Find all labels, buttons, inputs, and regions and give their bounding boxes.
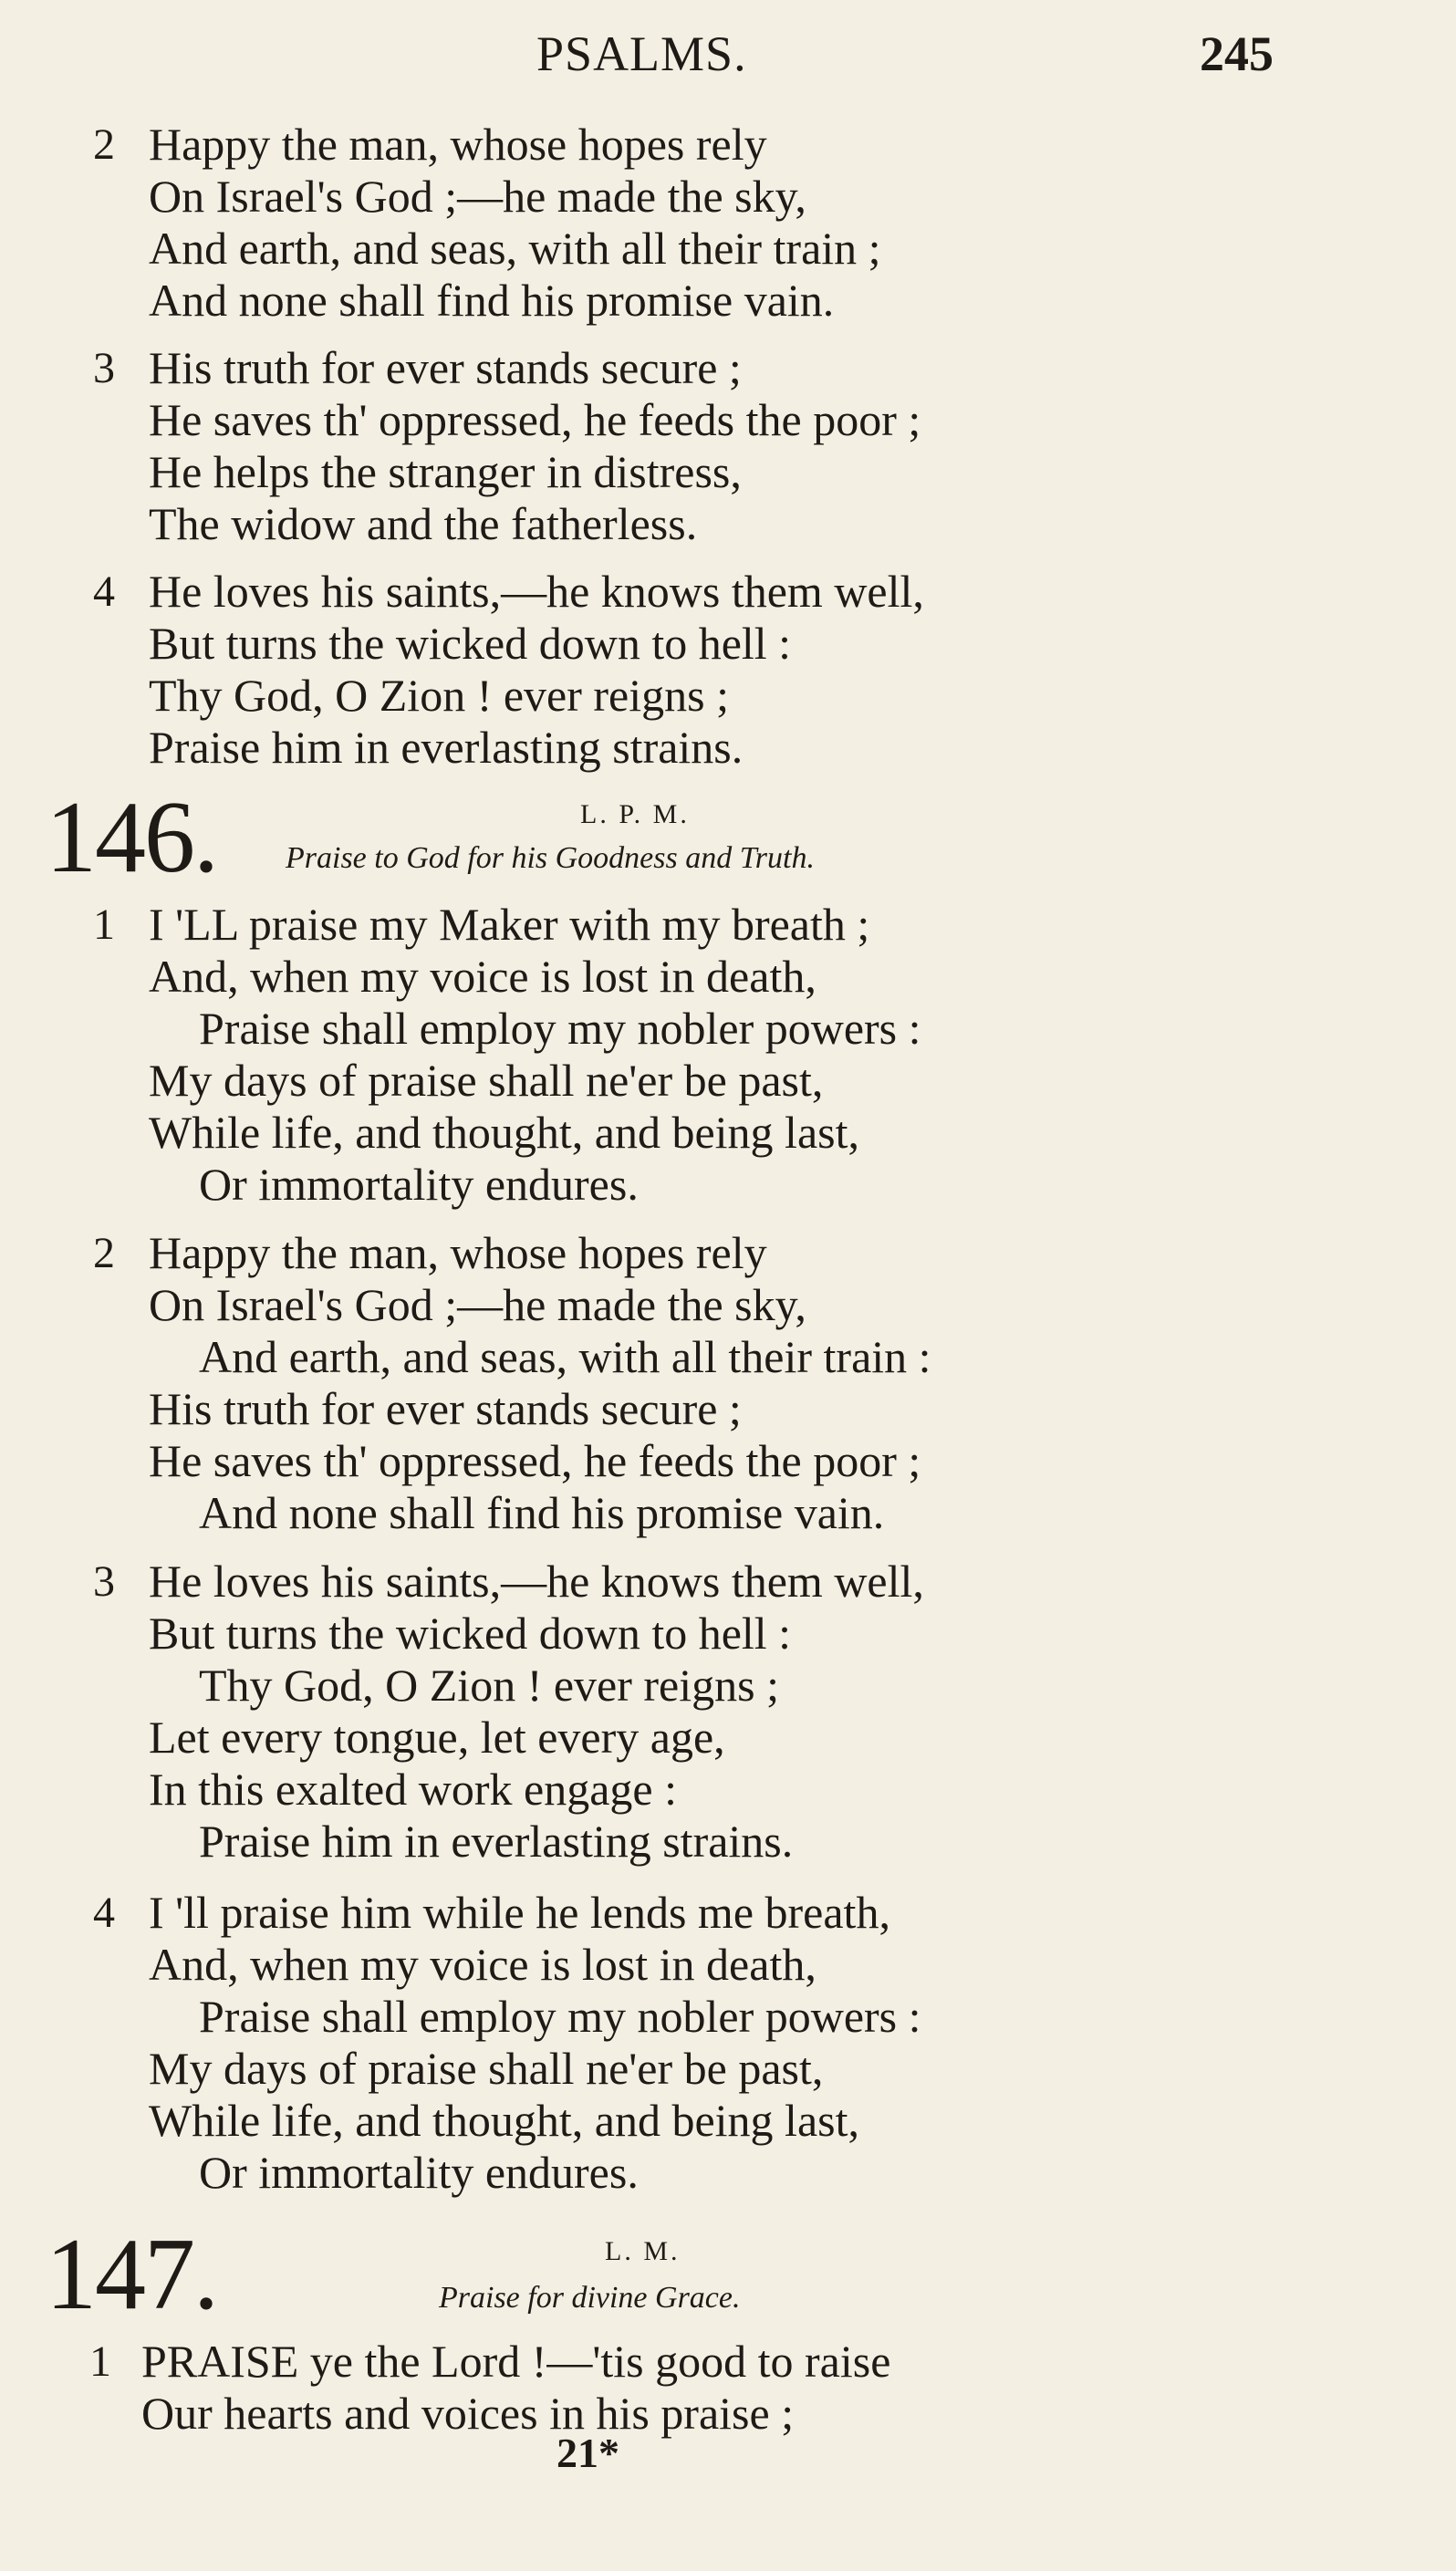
stanza-number: 4 <box>93 567 115 616</box>
verse-line: On Israel's God ;—he made the sky, <box>149 171 806 222</box>
verse-line: His truth for ever stands secure ; <box>149 1383 742 1434</box>
hymn-subtitle: Praise to God for his Goodness and Truth. <box>286 841 815 875</box>
hymn-number: 146. <box>46 781 217 894</box>
verse-line: The widow and the fatherless. <box>149 498 698 549</box>
verse-line: My days of praise shall ne'er be past, <box>149 1055 824 1106</box>
verse-line: I 'll praise him while he lends me breath, <box>149 1887 890 1938</box>
verse-line: On Israel's God ;—he made the sky, <box>149 1279 806 1330</box>
hymn-meter: L. P. M. <box>580 799 690 829</box>
hymn-subtitle: Praise for divine Grace. <box>439 2281 741 2315</box>
hymn-number: 147. <box>46 2218 217 2331</box>
running-title: PSALMS. <box>536 26 747 81</box>
verse-line: He saves th' oppressed, he feeds the poor ; <box>149 394 921 445</box>
verse-line: Praise him in everlasting strains. <box>149 722 744 773</box>
verse-line: Let every tongue, let every age, <box>149 1712 725 1763</box>
verse-line: And earth, and seas, with all their train ; <box>149 223 881 274</box>
verse-line: He loves his saints,—he knows them well, <box>149 1556 924 1607</box>
verse-line: Praise shall employ my nobler powers : <box>199 1991 921 2042</box>
verse-line: I 'LL praise my Maker with my breath ; <box>149 899 870 950</box>
verse-line: And none shall find his promise vain. <box>199 1487 885 1538</box>
verse-line: While life, and thought, and being last, <box>149 2095 859 2146</box>
verse-line: PRAISE ye the Lord !—'tis good to raise <box>141 2336 891 2387</box>
verse-line: And earth, and seas, with all their train : <box>199 1331 931 1382</box>
verse-line: But turns the wicked down to hell : <box>149 618 792 669</box>
hymn-header-147 <box>0 2218 1456 2331</box>
verse-line: But turns the wicked down to hell : <box>149 1608 792 1659</box>
verse-line: While life, and thought, and being last, <box>149 1107 859 1158</box>
running-head <box>0 26 1456 89</box>
verse-line: And, when my voice is lost in death, <box>149 951 816 1002</box>
verse-line: He helps the stranger in distress, <box>149 446 742 497</box>
signature-mark: 21* <box>556 2430 619 2476</box>
page-number: 245 <box>1200 26 1274 81</box>
verse-line: Thy God, O Zion ! ever reigns ; <box>149 670 729 721</box>
verse-line: Praise him in everlasting strains. <box>199 1816 794 1867</box>
hymn-meter: L. M. <box>605 2236 681 2266</box>
verse-line: And none shall find his promise vain. <box>149 275 835 326</box>
verse-line: My days of praise shall ne'er be past, <box>149 2043 824 2094</box>
verse-line: His truth for ever stands secure ; <box>149 342 742 393</box>
stanza-number: 3 <box>93 344 115 392</box>
stanza-number: 1 <box>89 2337 111 2386</box>
verse-line: Happy the man, whose hopes rely <box>149 119 767 170</box>
verse-line: Our hearts and voices in his praise ; <box>141 2388 795 2439</box>
verse-line: Happy the man, whose hopes rely <box>149 1227 767 1278</box>
verse-line: Thy God, O Zion ! ever reigns ; <box>199 1660 779 1711</box>
stanza-number: 2 <box>93 120 115 169</box>
verse-line: He loves his saints,—he knows them well, <box>149 566 924 617</box>
verse-line: Or immortality endures. <box>199 1159 639 1210</box>
hymn-header-146 <box>0 781 1456 894</box>
stanza-number: 4 <box>93 1889 115 1937</box>
verse-line: Or immortality endures. <box>199 2147 639 2198</box>
stanza-number: 2 <box>93 1229 115 1277</box>
stanza-number: 3 <box>93 1557 115 1606</box>
stanza-number: 1 <box>93 900 115 949</box>
verse-line: And, when my voice is lost in death, <box>149 1939 816 1990</box>
verse-line: In this exalted work engage : <box>149 1764 677 1815</box>
verse-line: He saves th' oppressed, he feeds the poor ; <box>149 1435 921 1486</box>
verse-line: Praise shall employ my nobler powers : <box>199 1003 921 1054</box>
